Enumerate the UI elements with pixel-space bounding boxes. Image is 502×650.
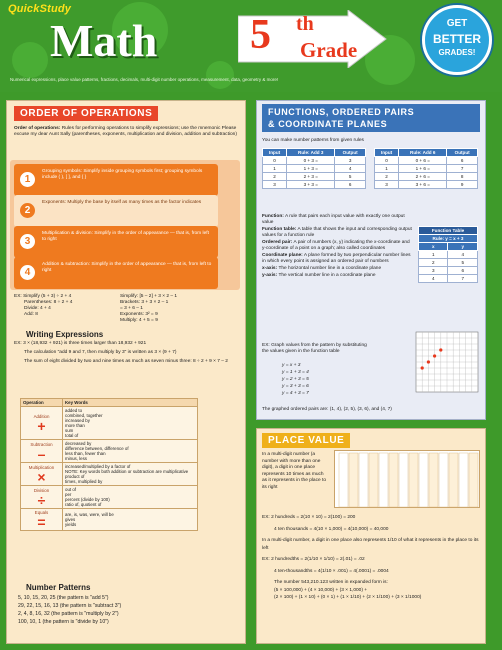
column-header: x [419, 243, 448, 251]
functions-title [262, 104, 480, 132]
place-value-chart [334, 450, 480, 508]
place-value-line: 4 ten-thousandths = 4(1/10 × .001) = 4(.0001) = .0004 [274, 568, 389, 574]
function-table-add-6 [374, 148, 478, 189]
page-title: Math [50, 15, 158, 66]
graphed-pairs: The graphed ordered pairs are: (1, 4), (2, 5), (3, 6), and (4, 7) [262, 407, 392, 412]
table-cell: 3 + 6 = [399, 181, 447, 189]
table-cell: 3 [375, 181, 399, 189]
table-cell: 7 [448, 275, 478, 283]
example-right-line: Multiply: 4 + 5 = 9 [120, 318, 158, 323]
grade-word: Grade [300, 38, 358, 62]
divide-icon: ÷ [37, 491, 46, 508]
definition-text: A table that shows the input and corresponding output values for a function rule [262, 227, 412, 238]
operation-name: Equals [34, 510, 49, 515]
keyword: gives [65, 517, 76, 522]
graph-point [439, 348, 442, 351]
table-cell: 4 [419, 275, 448, 283]
functions-intro: You can make number patterns from given rules [262, 138, 364, 143]
definition-term: Ordered pair: [262, 240, 293, 245]
keyword: are, is, was, were, will be [65, 512, 114, 517]
keyword: percent (divide by 100) [65, 497, 110, 502]
table-cell: 0 + 6 = [399, 157, 447, 165]
keyword: combined, together [65, 413, 103, 418]
functions-title-line-2: & COORDINATE PLANES [268, 119, 388, 129]
topics-subline: Numerical expressions, place value patterns, fractions, decimals, multi-digit number operations, measurement, data, geometry & more! [10, 77, 279, 82]
keyword: less than, fewer than [65, 451, 106, 456]
graph-point [421, 366, 424, 369]
step-4-text: Addition & subtraction: Simplify in the order of appearance — that is, from left to right [42, 262, 212, 273]
definition-text: The vertical number line in a coordinate plane [278, 273, 376, 278]
order-of-operations-title: ORDER OF OPERATIONS [14, 106, 158, 121]
place-value-line: 4 ten thousands = 4(10 × 1,000) = 4(10,000) = 40,000 [274, 526, 389, 532]
operation-cell [21, 463, 63, 486]
table-row [419, 259, 478, 267]
column-header: Output [447, 149, 478, 157]
table-row [21, 486, 198, 509]
step-3 [14, 226, 218, 258]
operation-cell [21, 486, 63, 509]
place-value-columns [335, 451, 481, 509]
table-cell: 1 [419, 251, 448, 259]
plus-icon: + [37, 417, 46, 434]
column-header: y [448, 243, 478, 251]
operation-name: Addition [33, 413, 50, 419]
keyword: product of [65, 474, 85, 479]
column-header: Rule: Add 3 [287, 149, 335, 157]
column-header: Input [375, 149, 399, 157]
badge-line-2: BETTER [433, 32, 481, 46]
table-cell: 1 + 6 = [399, 165, 447, 173]
order-ops-intro-text: Rules for performing operations to simplify expressions; use the mnemonic Please excuse my dear Aunt Sally (parentheses, exponents, multiplication and division, addition and subtraction) [14, 126, 237, 137]
example-left-line: Divide: 4 + 4 [24, 306, 51, 311]
table-row [263, 173, 366, 181]
table-row [263, 181, 366, 189]
times-icon: × [37, 468, 46, 485]
table-cell: 1 + 3 = [287, 165, 335, 173]
function-definitions [262, 214, 412, 279]
equation-line: y = 3 + 3 = 6 [282, 384, 309, 389]
keyword: ratio of, quotient of [65, 502, 102, 507]
definition-term: Coordinate plane: [262, 253, 303, 258]
column-header: Rule: Add 6 [399, 149, 447, 157]
keyword: decreased by [65, 441, 92, 446]
table-cell: 3 + 3 = [287, 181, 335, 189]
example-right-line: Simplify: [5 – 2] + 3 × 2 – 1 [120, 294, 178, 299]
table-cell: 2 [419, 259, 448, 267]
pattern-line: 2, 4, 8, 16, 32 (the pattern is "multiply by 2") [18, 611, 119, 617]
equals-icon: = [37, 514, 46, 530]
equation-line: y = x + 3 [282, 363, 301, 368]
table-cell: 2 [263, 173, 287, 181]
keyword: total of [65, 433, 79, 438]
step-2-number: 2 [20, 203, 35, 218]
equation-line: y = 2 + 3 = 5 [282, 377, 309, 382]
table-row [263, 165, 366, 173]
definition-term: Function table: [262, 227, 297, 232]
key-words-table [20, 398, 198, 531]
writing-line: The calculation "add 9 and 7, then multiply by 3" is written as 3 × (9 + 7) [24, 350, 177, 355]
place-value-line: The number 543,210.123 written in expanded form is: [274, 580, 388, 585]
column-header: Input [263, 149, 287, 157]
keyword: NOTE: Key words both addition or subtraction are multiplicative [65, 469, 189, 474]
keyword: per [65, 492, 72, 497]
pattern-line: 5, 10, 15, 20, 25 (the pattern is "add 5") [18, 595, 109, 601]
place-value-title: PLACE VALUE [262, 433, 350, 448]
graph-point [427, 360, 430, 363]
key-words-header-operation: Operation [21, 399, 63, 407]
definition-term: y-axis: [262, 273, 278, 278]
keywords-cell [63, 509, 198, 531]
step-4-number: 4 [20, 265, 35, 280]
definition-text: A plane formed by two perpendicular number lines in which every point is assigned an ordered pair of numbers [262, 253, 411, 264]
grade-number: 5 [250, 12, 271, 58]
table-cell: 2 + 6 = [399, 173, 447, 181]
definition-text: A rule that pairs each input value with exactly one output value [262, 214, 405, 225]
definition-text: A pair of numbers (x, y) indicating the x-coordinate and y-coordinate of a point on a graph; also called coordinates [262, 240, 410, 251]
writing-line: EX: 3 × (18,932 + 921) is three times larger than 18,932 + 921 [14, 341, 147, 346]
equation-line: y = 4 + 3 = 7 [282, 391, 309, 396]
place-value-intro: In a multi-digit number (a number with more than one digit), a digit in one place represents 10 times as much as it represents in the place to its right [262, 452, 326, 490]
small-table-rule: Rule: y = x + 3 [419, 235, 478, 243]
table-cell: 0 + 3 = [287, 157, 335, 165]
functions-title-line-1: FUNCTIONS, ORDERED PAIRS [268, 107, 415, 117]
table-cell: 0 [263, 157, 287, 165]
graph-example: EX: Graph values from the pattern by substituting the values given in the function table [262, 343, 367, 354]
table-cell: 3 [335, 157, 366, 165]
column-header: Output [335, 149, 366, 157]
definition-term: Function: [262, 214, 284, 219]
number-patterns-body [18, 594, 238, 626]
function-table-add-3 [262, 148, 366, 189]
pattern-line: 100, 10, 1 (the pattern is "divide by 10") [18, 619, 109, 625]
table-cell: 2 [375, 173, 399, 181]
example-left-line: EX: Simplify (5 + 3) ÷ 2 + 4 [14, 294, 72, 299]
writing-line: The sum of eight divided by two and nine times as much as seven minus three: 8 ÷ 2 + 9 × 7 – 2 [24, 359, 228, 364]
step-1-number: 1 [20, 172, 35, 187]
step-3-number: 3 [20, 234, 35, 249]
place-value-line: (2 × 100) + (1 × 10) + (0 × 1) + (1 × 1/10) + (2 × 1/100) + (3 × 1/1000) [274, 595, 422, 600]
table-cell: 3 [419, 267, 448, 275]
table-cell: 1 [263, 165, 287, 173]
place-value-line: In a multi-digit number, a digit in one place also represents 1/10 of what it represents in the place to its left [262, 538, 479, 551]
keyword: difference between, difference of [65, 446, 129, 451]
keywords-cell [63, 407, 198, 440]
definition-term: x-axis: [262, 266, 278, 271]
operation-cell [21, 407, 63, 440]
step-2 [14, 195, 218, 227]
table-cell: 0 [375, 157, 399, 165]
table-row [419, 267, 478, 275]
table-cell: 5 [335, 173, 366, 181]
keyword: yields [65, 522, 77, 527]
table-cell: 6 [448, 267, 478, 275]
keyword: more than [65, 423, 85, 428]
table-cell: 5 [448, 259, 478, 267]
grade-suffix: th [296, 13, 314, 35]
badge-line-3: GRADES! [438, 48, 476, 57]
example-right-line: = 3 + 6 – 1 [120, 306, 143, 311]
example-left-line: Add: 8 [24, 312, 38, 317]
equation-line: y = 1 + 3 = 4 [282, 370, 309, 375]
table-cell: 8 [447, 173, 478, 181]
operation-name: Subtraction [30, 441, 53, 447]
writing-expressions-title: Writing Expressions [26, 330, 104, 339]
definition-text: The horizontal number line in a coordinate plane [278, 266, 382, 271]
step-4 [14, 257, 218, 289]
keyword: increased by [65, 418, 90, 423]
keywords-cell [63, 463, 198, 486]
table-cell: 9 [447, 181, 478, 189]
place-value-line: EX: 2 hundredths = 2(1/10 × 1/10) = 2(.01) = .02 [262, 557, 365, 562]
badge-line-1: GET [446, 18, 468, 29]
keywords-cell [63, 486, 198, 509]
operation-name: Multiplication [28, 464, 55, 470]
operation-name: Division [33, 487, 50, 493]
step-2-text: Exponents: Multiply the base by itself as many times as the factor indicates [42, 200, 202, 205]
step-1 [14, 164, 218, 196]
number-patterns-title: Number Patterns [26, 583, 91, 592]
table-row [21, 407, 198, 440]
small-table-title: Function Table [419, 227, 478, 235]
better-grades-badge [422, 5, 492, 75]
table-row [263, 157, 366, 165]
table-row [375, 173, 478, 181]
step-3-text: Multiplication & division: Simplify in the order of appearance — that is, from left to right [42, 231, 209, 242]
order-ops-intro-term: Order of operations: [14, 126, 61, 131]
place-value-line: EX: 2 hundreds = 2(10 × 10) = 2(100) = 200 [262, 515, 356, 520]
table-cell: 2 + 3 = [287, 173, 335, 181]
keyword: times, multiplied by [65, 479, 103, 484]
keyword: out of [65, 487, 76, 492]
operation-cell [21, 440, 63, 463]
table-cell: 4 [448, 251, 478, 259]
table-cell: 6 [335, 181, 366, 189]
table-row [375, 157, 478, 165]
example-right-line: Exponents: 3² = 9 [120, 312, 158, 317]
table-row [419, 275, 478, 283]
key-words-header-words: Key Words [63, 399, 198, 407]
place-value-body [262, 514, 480, 602]
small-function-table [418, 226, 478, 283]
writing-expressions-body [14, 341, 238, 365]
example-right-line: Brackets: 3 + 3 × 2 – 1 [120, 300, 169, 305]
coordinate-graph [410, 330, 482, 400]
table-row [21, 463, 198, 486]
keywords-cell [63, 440, 198, 463]
table-cell: 6 [447, 157, 478, 165]
pattern-line: 29, 22, 15, 16, 13 (the pattern is "subtract 3") [18, 603, 122, 609]
table-row [419, 251, 478, 259]
minus-icon: – [37, 445, 46, 462]
operation-cell [21, 509, 63, 531]
example-right [120, 294, 236, 324]
example-left [14, 294, 124, 318]
table-row [375, 165, 478, 173]
table-row [21, 440, 198, 463]
keyword: minus, less [65, 456, 87, 461]
graph-point [433, 354, 436, 357]
table-row [375, 181, 478, 189]
table-cell: 3 [263, 181, 287, 189]
example-left-line: Parentheses: 8 ÷ 2 + 4 [24, 300, 73, 305]
table-row [21, 509, 198, 531]
order-ops-intro [14, 126, 238, 138]
step-1-text: Grouping symbols: Simplify inside grouping symbols first; grouping symbols include ( ), [ ], and { } [42, 169, 203, 180]
table-cell: 4 [335, 165, 366, 173]
table-cell: 7 [447, 165, 478, 173]
keyword: sum [65, 428, 74, 433]
brand-logo: QuickStudy [8, 3, 72, 15]
place-value-line: (5 × 100,000) + (4 × 10,000) + (3 × 1,000) + [274, 587, 368, 593]
table-cell: 1 [375, 165, 399, 173]
graph-equations [282, 362, 372, 397]
keyword: increased/multiplied by a factor of [65, 464, 131, 469]
keyword: added to [65, 408, 83, 413]
